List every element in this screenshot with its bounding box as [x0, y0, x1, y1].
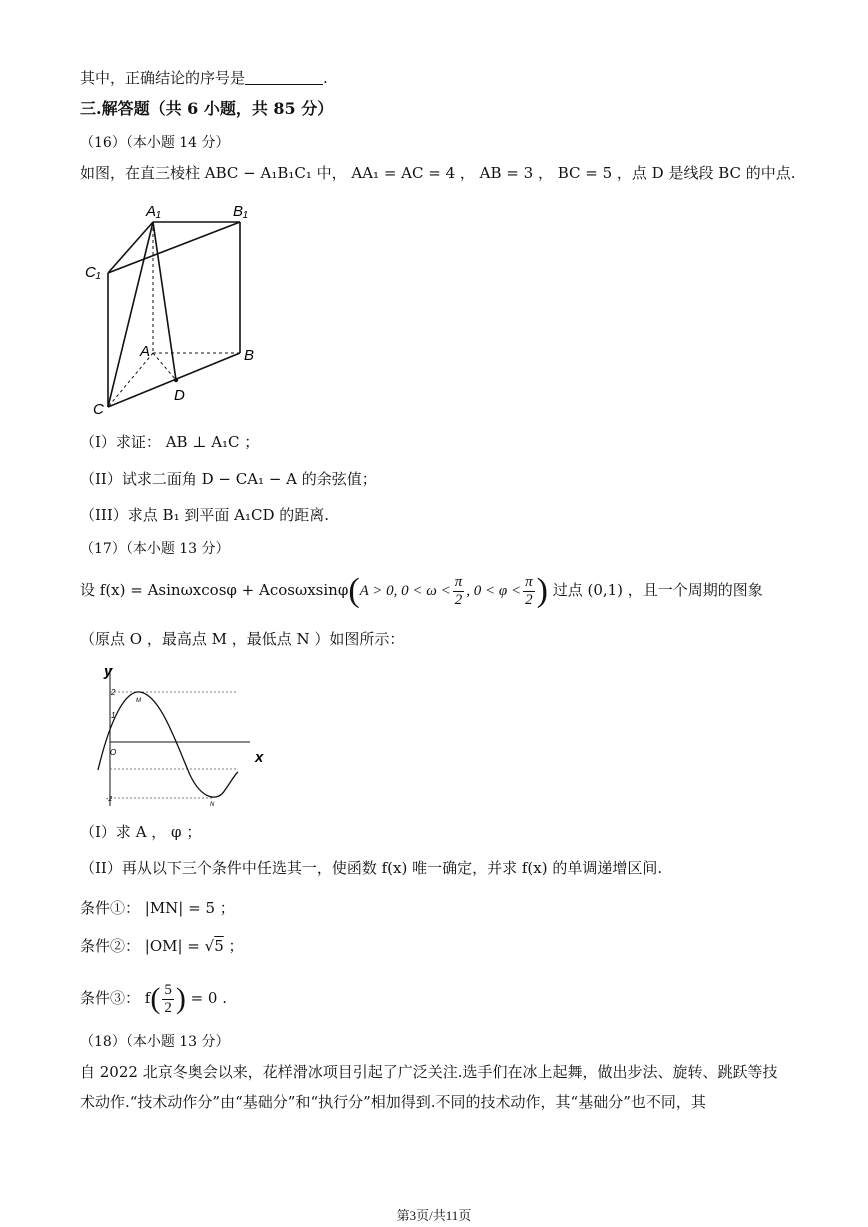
- condition-2: [80, 934, 808, 958]
- label-b1: B₁: [233, 203, 248, 220]
- previous-question-tail: [80, 66, 808, 90]
- left-paren: (: [348, 572, 360, 609]
- label-b: B: [244, 347, 255, 364]
- two: 2: [525, 591, 533, 608]
- condition-2-suffix: ；: [223, 937, 244, 955]
- edge-b1c1: [108, 222, 240, 273]
- denominator: 2: [164, 999, 172, 1016]
- q17-condition-a: A > 0, 0 < ω <: [359, 583, 451, 599]
- point-d: [174, 378, 178, 382]
- q16-heading: （16）（本小题 14 分）: [80, 135, 230, 151]
- page-footer: 第3页/共11页: [396, 1208, 472, 1223]
- label-x: x: [255, 749, 264, 766]
- prism-figure: [80, 195, 280, 420]
- label-c: C: [93, 401, 104, 418]
- q17-statement-tail: 过点 (0,1) ，且一个周期的图象: [552, 581, 763, 599]
- label-a: A: [140, 343, 151, 360]
- pi-over-2-a: [453, 574, 465, 608]
- sine-curve: [98, 692, 238, 797]
- sqrt-radicand: 5: [214, 937, 224, 955]
- q17-function: 设 f(x) = Asinωxcosφ + Acosωxsinφ: [80, 581, 349, 599]
- q17-part-2: （II）再从以下三个条件中任选其一，使函数 f(x) 唯一确定，并求 f(x) 的单调递增区间.: [80, 859, 663, 877]
- answer-blank: [245, 68, 323, 85]
- q17-heading: （17）（本小题 13 分）: [80, 541, 230, 557]
- period: .: [323, 69, 328, 87]
- q17-statement: [80, 568, 808, 613]
- pi: π: [454, 574, 463, 590]
- label-n: N: [210, 802, 215, 808]
- label-y: y: [104, 663, 113, 680]
- q17-condition-b: , 0 < φ <: [466, 583, 522, 599]
- numerator: 5: [164, 982, 172, 998]
- label-d: D: [174, 387, 185, 404]
- label-c1: C₁: [85, 264, 101, 281]
- edge-a1d: [153, 222, 176, 380]
- q17-part-1: （I）求 A ， φ ；: [80, 823, 202, 841]
- sine-graph-figure: [80, 660, 280, 810]
- label-a1: A₁: [146, 203, 161, 220]
- condition-3-suffix: = 0 .: [185, 989, 228, 1007]
- pi-over-2-b: [523, 574, 535, 608]
- q18-heading: （18）（本小题 13 分）: [80, 1034, 230, 1050]
- condition-3-prefix: 条件③： f: [80, 989, 151, 1007]
- left-paren: (: [150, 982, 161, 1015]
- answer-prompt: 其中，正确结论的序号是: [80, 69, 246, 87]
- tick-2: 2: [111, 688, 116, 697]
- condition-1: 条件①： |MN| = 5 ；: [80, 899, 235, 917]
- q18-text-2: 术动作.“技术动作分”由“基础分”和“执行分”相加得到.不同的技术动作，其“基础分”也不同，其: [80, 1093, 706, 1111]
- condition-3: [80, 978, 808, 1019]
- q17-statement-2: （原点 O ，最高点 M ，最低点 N ）如图所示：: [80, 630, 405, 648]
- q16-statement: 如图，在直三棱柱 ABC − A₁B₁C₁ 中， AA₁ = AC = 4 ， AB = 3 ， BC = 5 ，点 D 是线段 BC 的中点.: [80, 164, 796, 182]
- pi: π: [525, 574, 533, 590]
- tick-1: 1: [111, 711, 116, 720]
- tick-minus-2: -2: [106, 796, 113, 803]
- label-m: M: [136, 698, 141, 704]
- section-heading: 三.解答题（共 6 小题，共 85 分）: [80, 99, 334, 118]
- q18-text-1: 自 2022 北京冬奥会以来，花样滑冰项目引起了广泛关注.选手们在冰上起舞，做出步法、旋转、跳跃等技: [80, 1063, 778, 1081]
- two: 2: [454, 591, 463, 608]
- edge-a1c: [108, 222, 153, 407]
- condition-2-prefix: 条件②： |OM| = √: [80, 937, 215, 955]
- right-paren: ): [175, 982, 186, 1015]
- q16-part-2: （II）试求二面角 D − CA₁ − A 的余弦值；: [80, 470, 377, 488]
- q16-part-3: （III）求点 B₁ 到平面 A₁CD 的距离.: [80, 506, 330, 524]
- label-origin: O: [110, 748, 117, 757]
- right-paren: ): [536, 572, 548, 609]
- fraction-5-over-2: [162, 982, 174, 1016]
- q16-part-1: （I）求证： AB ⊥ A₁C ；: [80, 433, 260, 451]
